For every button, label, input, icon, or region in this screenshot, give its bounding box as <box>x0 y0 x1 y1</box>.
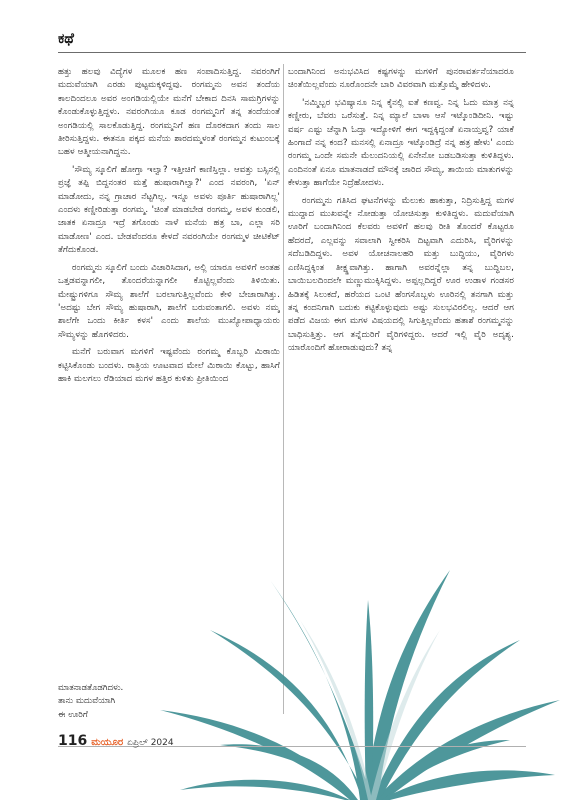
text-line: ಮಾತನಾಡತೊಡಗಿದಳು. <box>58 683 124 693</box>
text-line: ಈ ಊರಿಗೆ <box>58 709 88 720</box>
paragraph: 'ನಮ್ಮಿಬ್ಬರ ಭವಿಷ್ಯಾನೂ ನಿನ್ನ ಕೈನಲ್ಲಿ ಐತೆ ಕಣವ್ವ. ನಿನ್ನ ಓದು ಮಾತ್ರ ನನ್ನ ಕಣ್ಣೀರು, ಬೆವರು ಒರೆಸುತ್ತೆ. ನಿನ್ನ ಮ್ಯಾಲೆ ಬಾಳಾ ಆಸೆ ಇಟ್ಕೊಂಡಿದೀನಿ. ಇಷ್ಟು ವರ್ಷ ಎಷ್ಟು ಚೆನ್ನಾಗಿ ಓದ್ತಾ ಇದ್ಯೋಳಿಗೆ ಈಗ ಇದ್ದಕ್ಕಿದ್ದಂತೆ ಏನಾಯ್ತವ್ವ? ಯಾಕೆ ಹಿಂಗಾದೆ ನನ್ನ ಕಂದ? ಮನಸಲ್ಲಿ ಏನಾದ್ರೂ ಇಟ್ಕೊಂಡಿದ್ರೆ ನನ್ನ ಹತ್ರ ಹೇಳು' ಎಂದು ರಂಗಮ್ಮ ಒಂದೇ ಸಮನೇ ಮೆಲುದನಿಯಲ್ಲಿ ಏನೇನೋ ಬಡಬಡಿಸುತ್ತಾ ಕುಳಿತಿದ್ದಳು. ಎಂದಿನಂತೆ ಏನೂ ಮಾತನಾಡದೆ ಮೌನಕ್ಕೆ ಜಾರಿದ ಸೌಮ್ಯ, ತಾಯಿಯ ಮಾತುಗಳನ್ನು ಕೇಳುತ್ತಾ ಹಾಗೆಯೇ ನಿದ್ರೆಹೋದಳು. <box>288 97 514 189</box>
paragraph: ರಂಗಮ್ಮನು ಗತಿಸಿದ ಘಟನೆಗಳನ್ನು ಮೆಲುಕು ಹಾಕುತ್ತಾ, ನಿದ್ರಿಸುತ್ತಿದ್ದ ಮಗಳ ಮುದ್ದಾದ ಮುಖವನ್ನೇ ನೋಡುತ್ತಾ ಯೋಚಿಸುತ್ತಾ ಕುಳಿತಿದ್ದಳು. ಮದುವೆಯಾಗಿ ಊರಿಗೆ ಬಂದಾಗಿನಿಂದ ಕೆಲವರು ಅವಳಿಗೆ ಹಲವು ರೀತಿ ತೊಂದರೆ ಕೊಟ್ಟರೂ ಹೆದರದೆ, ಎಲ್ಲವನ್ನು ಸವಾಲಾಗಿ ಸ್ವೀಕರಿಸಿ ದಿಟ್ಟವಾಗಿ ಎದುರಿಸಿ, ವೈರಿಗಳನ್ನು ಸದೆಬಡಿದಿದ್ದಳು. ಅವಳ ಯೋಚನಾಲಹರಿ ಮತ್ತು ಬುದ್ಧಿಯು, ವೈರಿಗಳು ಎಣಿಸಿದ್ದಕ್ಕಿಂತ ತೀಕ್ಷ್ಣವಾಗಿತ್ತು. ಹಾಗಾಗಿ ಅವರನ್ನೆಲ್ಲಾ ತನ್ನ ಬುದ್ಧಿಬಲ, ಬಾಯಿಬಲದಿಂದಲೇ ಮಣ್ಣುಮುಕ್ಕಿಸಿದ್ದಳು. ಅಪ್ಪಲ್ಲದಿದ್ದರೆ ಊರ ಉಡಾಳ ಗಂಡಸರ ಹಿಡಿತಕ್ಕೆ ಸಿಲುಕದೆ, ಹರೆಯದ ಒಂಟಿ ಹೆಂಗಸೊಬ್ಬಳು ಊರಿನಲ್ಲಿ ತನಗಾಗಿ ಮತ್ತು ತನ್ನ ಕಂದನಿಗಾಗಿ ಬದುಕು ಕಟ್ಟಿಕೊಳ್ಳುವುದು ಅಷ್ಟು ಸುಲಭವಿರಲಿಲ್ಲ. ಆದರೆ ಆಗ ಪಡೆದ ವಿಜಯ ಈಗ ಮಗಳ ವಿಷಯದಲ್ಲಿ ಸಿಗುತ್ತಿಲ್ಲವೆಂದು ಹತಾಶೆ ರಂಗಮ್ಮನನ್ನು ಬಾಧಿಸುತ್ತಿತ್ತು. ಆಗ ತನ್ನೆದುರಿಗೆ ವೈರಿಗಳಿದ್ದರು. ಆದರೆ ಇಲ್ಲಿ ವೈರಿ ಅದೃಶ್ಯ. ಯಾರೊಂದಿಗೆ ಹೋರಾಡುವುದು? ತನ್ನ <box>288 195 514 354</box>
header-rule <box>58 52 526 53</box>
page-footer <box>58 733 174 753</box>
paragraph: ರಂಗಮ್ಮನು ಸ್ಕೂಲಿಗೆ ಬಂದು ವಿಚಾರಿಸಿದಾಗ, ಅಲ್ಲಿ ಯಾರೂ ಅವಳಿಗೆ ಅಂತಹ ಒತ್ತಡವನ್ನಾಗಲೀ, ತೊಂದರೆಯನ್ನಾಗಲೀ ಕೊಟ್ಟಿಲ್ಲವೆಂದು ತಿಳಿಯಿತು. ಮೇಷ್ಟ್ರುಗಳಿಗೂ ಸೌಮ್ಯ ಶಾಲೆಗೆ ಬರಲಾಗುತ್ತಿಲ್ಲವೆಂದು ಕೇಳಿ ಬೇಜಾರಾಗಿತ್ತು. 'ಅದಷ್ಟು ಬೇಗ ಸೌಮ್ಯ ಹುಷಾರಾಗಿ, ಶಾಲೆಗೆ ಬರುವಂತಾಗಲಿ. ಅವಳು ನಮ್ಮ ಶಾಲೆಗೇ ಒಂದು ಕೀರ್ತಿ ಕಳಸ' ಎಂದು ಶಾಲೆಯ ಮುಖ್ಯೋಪಾಧ್ಯಾಯರು ಸೌಮ್ಯಳನ್ನು ಹೊಗಳಿದರು. <box>58 262 280 340</box>
paragraph: 'ಸೌಮ್ಯ ಸ್ಕೂಲಿಗೆ ಹೋಗ್ತಾ ಇಲ್ವಾ? ಇತ್ತೀಚಿಗೆ ಕಾಣಿಸ್ತಿಲ್ಲಾ. ಆವತ್ತು ಬಸ್ಸಿನಲ್ಲಿ ಪ್ರಜ್ಞೆ ತಪ್ಪಿ ಬಿದ್ದನಂತರ ಮತ್ತೆ ಹುಷಾರಾಗಿಲ್ವಾ?' ಎಂದ ನವರಂಗಿ, 'ಏನ್ ಮಾಡೋದು, ನನ್ನ ಗ್ರಾಚಾರ ನೆಟ್ಟಗಿಲ್ಲ. ಇನ್ನೂ ಅವಳು ಪೂರ್ತಿ ಹುಷಾರಾಗಿಲ್ಲ' ಎಂದಳು ಕಣ್ಣೀರಿಡುತ್ತಾ ರಂಗಮ್ಮ. 'ಚಿಂತೆ ಮಾಡಬೇಡ ರಂಗಮ್ಮ, ಅವಳ ಕುಂಡಲಿ, ಜಾತಕ ಏನಾದ್ರೂ ಇದ್ರೆ ತಗೊಂಡು ನಾಳೆ ಮನೆಯ ಹತ್ರ ಬಾ, ಎಲ್ಲಾ ಸರಿ ಮಾಡೋಣ' ಎಂದ. ಬೇಡವೆಂದರೂ ಕೇಳದೆ ನವರಂಗಿಯೇ ರಂಗಮ್ಮಳ ಚೀಟಿಕೆಟ್ ತೆಗೆದುಕೊಂಡ. <box>58 164 280 256</box>
paragraph: ಬಂದಾಗಿನಿಂದ ಅನುಭವಿಸಿದ ಕಷ್ಟಗಳನ್ನು ಮಗಳಿಗೆ ಪುನರಾವರ್ತನೆಯಾದರೂ ಚಿಂತೆಯಿಲ್ಲವೆಂದು ನೂರೊಂದನೇ ಬಾರಿ ವಿವರವಾಗಿ ಮತ್ತೊಮ್ಮೆ ಹೇಳಿದಳು. <box>288 67 514 91</box>
section-tag: ಕಥೆ <box>58 31 74 47</box>
paragraph: ಹತ್ತು ಹಲವು ವಿದ್ಯೆಗಳ ಮೂಲಕ ಹಣ ಸಂಪಾದಿಸುತ್ತಿದ್ದ. ನವರಂಗಿಗೆ ಮದುವೆಯಾಗಿ ಎರಡು ಪುಟ್ಟಮಕ್ಕಳಿದ್ದವು. ರಂಗಮ್ಮನು ಅವನ ತಂದೆಯ ಕಾಲದಿಂದಲೂ ಅವರ ಅಂಗಡಿಯಲ್ಲಿಯೇ ಮನೆಗೆ ಬೇಕಾದ ದಿನಸಿ ಸಾಮಗ್ರಿಗಳನ್ನು ಕೊಂಡುಕೊಳ್ಳುತ್ತಿದ್ದಳು. ನವರಂಗಿಯೂ ಕೂಡ ರಂಗಮ್ಮನಿಗೆ ತನ್ನ ತಂದೆಯಂತೆ ಅಂಗಡಿಯಲ್ಲಿ ಸಾಲಕೊಡುತ್ತಿದ್ದ. ರಂಗಮ್ಮನಿಗೆ ಹಣ ದೊರಕದಾಗ ತಂದು ಸಾಲ ತೀರಿಸುತ್ತಿದ್ದಳು. ಈತನೂ ಪಕ್ಕದ ಮನೆಯ ಶಾರದಮ್ಮಳಂತೆ ರಂಗಮ್ಮನ ಕುಟುಂಬಕ್ಕೆ ಬಹಳ ಆತ್ಮೀಯನಾಗಿದ್ದನು. <box>58 67 280 158</box>
issue-date: ಏಪ್ರಿಲ್ 2024 <box>127 738 174 748</box>
paragraph: ಮನೆಗೆ ಬರುವಾಗ ಮಗಳಿಗೆ ಇಷ್ಟವೆಂದು ರಂಗಮ್ಮ ಕೊಬ್ಬರಿ ಮಿಠಾಯಿ ಕಟ್ಟಿಸಿಕೊಂಡು ಬಂದಳು. ರಾತ್ರಿಯ ಊಟವಾದ ಮೇಲೆ ಮಿಠಾಯಿ ಕೊಟ್ಟು, ಹಾಸಿಗೆ ಹಾಕಿ ಮಲಗಲು ರೆಡಿಯಾದ ಮಗಳ ಹತ್ತಿರ ಕುಳಿತು ಪ್ರೀತಿಯಿಂದ <box>58 347 280 384</box>
left-column-tail <box>58 682 144 722</box>
magazine-logo: ಮಯೂರ <box>91 737 124 748</box>
page-number: 116 <box>58 733 88 749</box>
text-line: ತಾನು ಮದುವೆಯಾಗಿ <box>58 696 116 707</box>
agave-plant-illustration <box>150 560 562 800</box>
